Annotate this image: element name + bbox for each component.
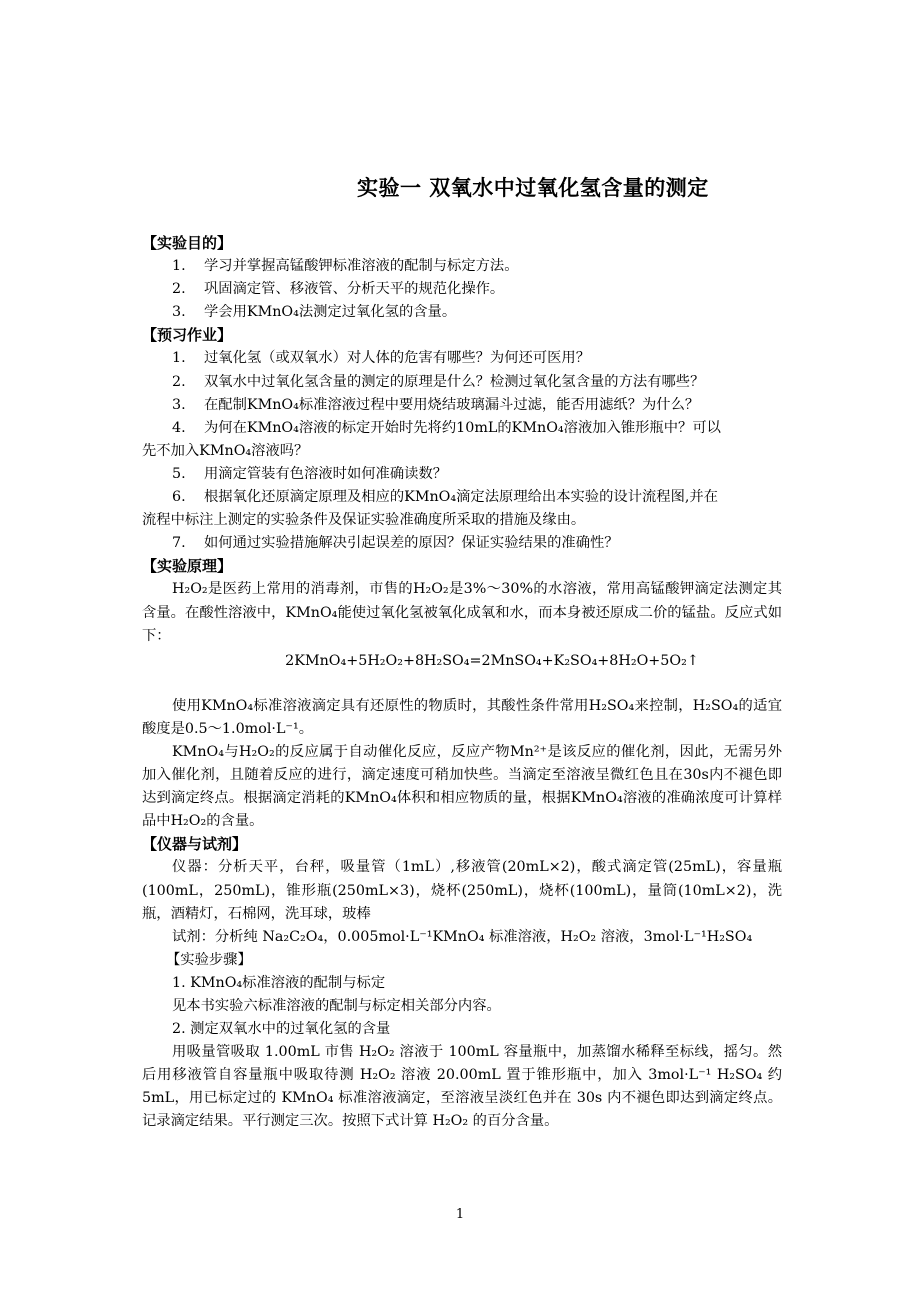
preview-item [142, 347, 782, 370]
item-text: 巩固滴定管、移液管、分析天平的规范化操作。 [204, 281, 505, 298]
step-text: 用吸量管吸取 1.00mL 市售 H₂O₂ 溶液于 100mL 容量瓶中，加蒸馏水稀释至标线，摇匀。然后用移液管自容量瓶中吸取待测 H₂O₂ 溶液 20.00mL 置于锥形瓶中，加入 3mol·L⁻¹ H₂SO₄ 约 5mL，用已标定过的 KMnO₄ 标准溶液滴定，至溶液呈淡红色并在 30s 内不褪色即达到滴定终点。记录滴定结果。平行测定三次。按照下式计算 H₂O₂ 的百分含量。 [142, 1044, 782, 1130]
preview-item [142, 371, 782, 394]
document-body [142, 232, 782, 1134]
page-number: 1 [455, 1207, 465, 1222]
item-number: 1. [172, 258, 186, 275]
item-number: 3. [172, 396, 186, 413]
page-title: 实验一 双氧水中过氧化氢含量的测定 [357, 176, 709, 200]
item-text: 学会用KMnO₄法测定过氧化氢的含量。 [204, 304, 457, 321]
item-number: 2. [172, 281, 186, 298]
preview-heading: 【预习作业】 [142, 326, 233, 345]
reaction-equation: 2KMnO₄+5H₂O₂+8H₂SO₄=2MnSO₄+K₂SO₄+8H₂O+5O₂↑ [285, 652, 699, 669]
purpose-item [142, 255, 782, 278]
reagents-paragraph: 试剂：分析纯 Na₂C₂O₄，0.005mol·L⁻¹KMnO₄ 标准溶液，H₂O₂ 溶液，3mol·L⁻¹H₂SO₄ [172, 928, 753, 945]
item-number: 4. [172, 419, 186, 436]
preview-item [142, 486, 782, 509]
item-number: 6. [172, 489, 186, 506]
item-number: 1. [172, 350, 186, 367]
step-title: 1. KMnO₄标准溶液的配制与标定 [172, 974, 386, 991]
purpose-heading: 【实验目的】 [142, 234, 233, 252]
instruments-paragraph: 仪器：分析天平，台秤，吸量管（1mL）,移液管(20mL×2)，酸式滴定管(25mL)，容量瓶(100mL，250mL)，锥形瓶(250mL×3)，烧杯(250mL)，烧杯(100mL)，量筒(10mL×2)，洗瓶，酒精灯，石棉网，洗耳球，玻棒 [142, 859, 782, 922]
preview-item [142, 394, 782, 417]
principle-heading: 【实验原理】 [142, 557, 233, 576]
preview-item [142, 532, 782, 555]
preview-item-continuation: 流程中标注上测定的实验条件及保证实验准确度所采取的措施及缘由。 [142, 512, 586, 529]
item-text: 为何在KMnO₄溶液的标定开始时先将约10mL的KMnO₄溶液加入锥形瓶中？可以 [204, 419, 721, 436]
purpose-item [142, 301, 782, 324]
principle-paragraph: H₂O₂是医药上常用的消毒剂，市售的H₂O₂是3%～30%的水溶液，常用高锰酸钾滴定法测定其含量。在酸性溶液中，KMnO₄能使过氧化氢被氧化成氧和水，而本身被还原成二价的锰盐。反应式如下： [142, 581, 782, 644]
instruments-heading: 【仪器与试剂】 [142, 835, 248, 854]
preview-item [142, 463, 782, 486]
item-number: 3. [172, 304, 186, 321]
item-text: 如何通过实验措施解决引起误差的原因？保证实验结果的准确性？ [204, 535, 619, 552]
item-text: 过氧化氢（或双氧水）对人体的危害有哪些？为何还可医用？ [204, 350, 591, 367]
steps-heading: 【实验步骤】 [166, 951, 252, 968]
preview-item [142, 417, 782, 440]
purpose-item [142, 278, 782, 301]
step-title: 2. 测定双氧水中的过氧化氢的含量 [172, 1021, 391, 1038]
item-number: 5. [172, 465, 186, 482]
item-text: 用滴定管装有色溶液时如何准确读数？ [204, 465, 448, 482]
item-number: 2. [172, 373, 186, 390]
item-number: 7. [172, 535, 186, 552]
item-text: 根据氧化还原滴定原理及相应的KMnO₄滴定法原理给出本实验的设计流程图,并在 [204, 489, 719, 506]
step-text: 见本书实验六标准溶液的配制与标定相关部分内容。 [172, 998, 501, 1014]
principle-paragraph: KMnO₄与H₂O₂的反应属于自动催化反应，反应产物Mn²⁺是该反应的催化剂，因此，无需另外加入催化剂，且随着反应的进行，滴定速度可稍加快些。当滴定至溶液呈微红色且在30s内不褪色即达到滴定终点。根据滴定消耗的KMnO₄体积和相应物质的量，根据KMnO₄溶液的准确浓度可计算样品中H₂O₂的含量。 [142, 743, 782, 830]
principle-paragraph: 使用KMnO₄标准溶液滴定具有还原性的物质时，其酸性条件常用H₂SO₄来控制，H₂SO₄的适宜酸度是0.5～1.0mol·L⁻¹。 [142, 697, 782, 737]
item-text: 双氧水中过氧化氢含量的测定的原理是什么？检测过氧化氢含量的方法有哪些？ [204, 373, 705, 390]
item-text: 在配制KMnO₄标准溶液过程中要用烧结玻璃漏斗过滤，能否用滤纸？为什么？ [204, 396, 700, 413]
preview-item-continuation: 先不加入KMnO₄溶液吗？ [142, 442, 309, 459]
item-text: 学习并掌握高锰酸钾标准溶液的配制与标定方法。 [204, 258, 519, 275]
